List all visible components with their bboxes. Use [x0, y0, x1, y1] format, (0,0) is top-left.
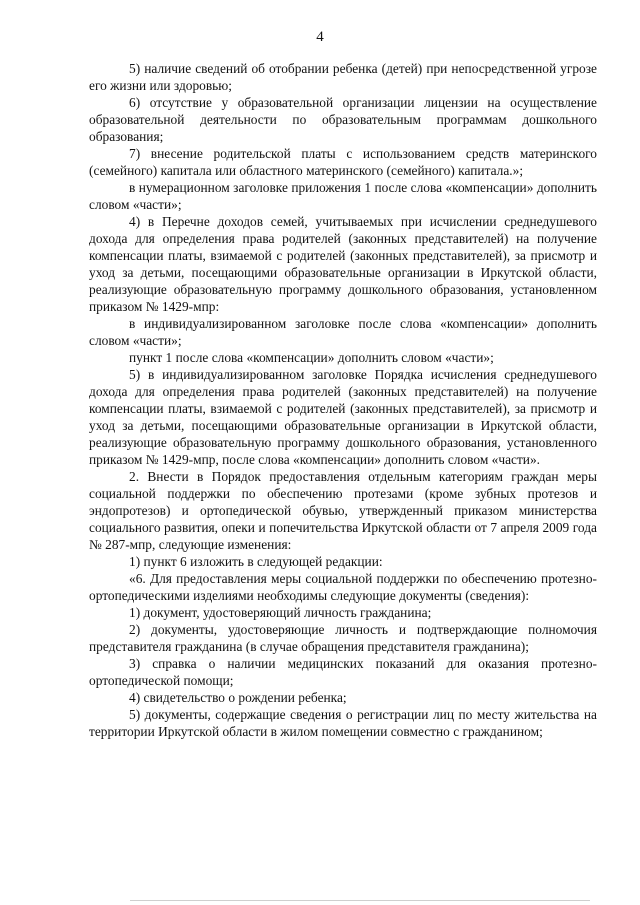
paragraph: 5) документы, содержащие сведения о регистрации лиц по месту жительства на территории Иркутской области в жилом помещении совместно с гражданином;: [89, 707, 597, 739]
page-number: 4: [316, 29, 324, 45]
paragraph: в индивидуализированном заголовке после слова «компенсации» дополнить словом «части»;: [89, 316, 597, 348]
paragraph: 3) справка о наличии медицинских показаний для оказания протезно-ортопедической помощи;: [89, 656, 597, 688]
paragraph: 6) отсутствие у образовательной организации лицензии на осуществление образовательной деятельности по образовательным программам дошкольного образования;: [89, 95, 597, 144]
paragraph: 2. Внести в Порядок предоставления отдельным категориям граждан меры социальной поддержки по обеспечению протезами (кроме зубных протезов и эндопротезов) и ортопедической обувью, утвержденный приказом министерства социального развития, опеки и попечительства Иркутской области от 7 апреля 2009 года № 287-мпр, следующие изменения:: [89, 469, 597, 552]
paragraph: 7) внесение родительской платы с использованием средств материнского (семейного) капитала или областного материнского (семейного) капитала.»;: [89, 146, 597, 178]
page-bottom-rule: [130, 900, 590, 901]
paragraph: 4) в Перечне доходов семей, учитываемых при исчислении среднедушевого дохода для определения права родителей (законных представителей) на получение компенсации платы, взимаемой с родителей (законных представителей), за присмотр и уход за детьми, посещающими образовательные организации в Иркутской области, реализующие образовательную программу дошкольного образования, установленном приказом № 1429-мпр:: [89, 214, 597, 314]
paragraph: «6. Для предоставления меры социальной поддержки по обеспечению протезно-ортопедическими изделиями необходимы следующие документы (сведения):: [89, 571, 597, 603]
paragraph: 5) в индивидуализированном заголовке Порядка исчисления среднедушевого дохода для определения права родителей (законных представителей) на получение компенсации платы, взимаемой с родителей (законных представителей), за присмотр и уход за детьми, посещающими образовательные организации в Иркутской области, реализующие образовательную программу дошкольного образования, установленного приказом № 1429-мпр, после слова «компенсации» дополнить словом «части».: [89, 367, 597, 467]
paragraph: в нумерационном заголовке приложения 1 после слова «компенсации» дополнить словом «части»;: [89, 180, 597, 212]
paragraph: пункт 1 после слова «компенсации» дополнить словом «части»;: [129, 350, 494, 365]
paragraph: 1) пункт 6 изложить в следующей редакции:: [129, 554, 383, 569]
paragraph: 4) свидетельство о рождении ребенка;: [129, 690, 347, 705]
paragraph: 1) документ, удостоверяющий личность гражданина;: [129, 605, 432, 620]
paragraph: 5) наличие сведений об отобрании ребенка (детей) при непосредственной угрозе его жизни или здоровью;: [89, 61, 597, 93]
document-body: [89, 60, 597, 740]
paragraph: 2) документы, удостоверяющие личность и подтверждающие полномочия представителя гражданина (в случае обращения представителя гражданина);: [89, 622, 597, 654]
